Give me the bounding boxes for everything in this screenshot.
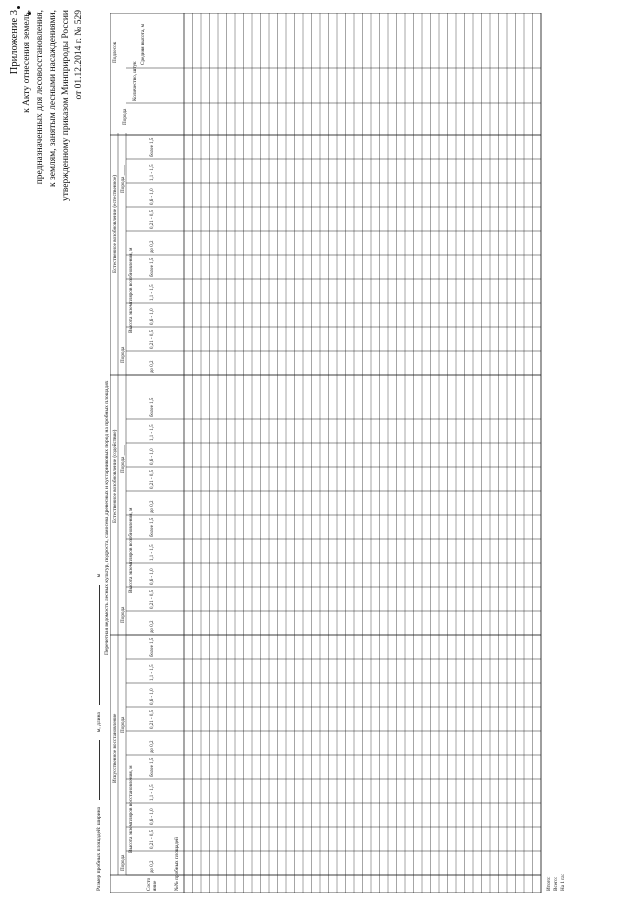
group-undergrowth-header: Подлесок <box>112 41 118 63</box>
height-header: Высота экземпляров возобновления, м <box>128 507 134 593</box>
height-range-cell: более 1,5 <box>150 137 155 157</box>
height-range-cell: 1,1 - 1,5 <box>150 664 155 681</box>
breed-header: Порода ____ <box>120 165 126 193</box>
table-grid-lines <box>110 13 630 893</box>
height-range-cell: 0,21 - 0,5 <box>150 469 155 489</box>
height-range-cell: до 0,2 <box>150 860 155 873</box>
plot-size-label: Размер пробных площадей: ширина <box>96 806 102 891</box>
height-range-cell: 0,21 - 0,5 <box>150 709 155 729</box>
plot-size-unit2: м <box>96 573 102 578</box>
height-range-cell: 1,1 - 1,5 <box>150 284 155 301</box>
plot-size-line <box>96 568 102 891</box>
footer-total: Итого: <box>546 876 552 891</box>
height-range-cell: 0,6 - 1,0 <box>150 188 155 205</box>
height-range-cell: 1,1 - 1,5 <box>150 784 155 801</box>
height-range-cell: до 0,2 <box>150 740 155 753</box>
height-range-cell: 0,21 - 0,5 <box>150 329 155 349</box>
height-range-cell: 1,1 - 1,5 <box>150 544 155 561</box>
height-range-cell: до 0,2 <box>150 240 155 253</box>
height-header: Высота экземпляров восстановления, м <box>128 765 134 853</box>
height-range-cell: 0,21 - 0,5 <box>150 589 155 609</box>
height-range-cell: до 0,2 <box>150 620 155 633</box>
breed-header: Порода <box>120 346 126 363</box>
footer-all: Всего: <box>553 876 559 891</box>
height-range-cell: более 1,5 <box>150 257 155 277</box>
height-range-cell: до 0,2 <box>150 360 155 373</box>
height-header: Высота экземпляров возобновления, м <box>128 247 134 333</box>
appendix-note <box>8 10 86 330</box>
height-range-cell: более 1,5 <box>150 517 155 537</box>
group-artificial-header: Искусственное восстановление <box>112 713 118 783</box>
breed-header: Порода <box>120 854 126 871</box>
appendix-line: Приложение 3 <box>9 10 20 75</box>
col-plot-header: №№ пробных площадей <box>174 837 180 891</box>
col-state-header: Состо яние <box>146 877 158 891</box>
height-range-cell: 0,21 - 0,5 <box>150 829 155 849</box>
table-title: Перечетная ведомость лесных культур, подроста, самосева древесных и кустарниковых пород на пробных площадях <box>104 380 110 655</box>
plot-size-unit1: м, длина <box>96 712 102 733</box>
height-range-cell: до 0,2 <box>150 500 155 513</box>
height-range-cell: более 1,5 <box>150 757 155 777</box>
height-range-cell: более 1,5 <box>150 637 155 657</box>
height-range-cell: 0,6 - 1,0 <box>150 688 155 705</box>
height-range-cell: более 1,5 <box>150 397 155 417</box>
undergrowth-count: Количество, штук <box>132 61 138 101</box>
undergrowth-height: Средняя высота, м <box>140 23 146 65</box>
appendix-line: к Акту отнесения земель, <box>22 10 32 113</box>
appendix-line: к землям, занятым лесными насаждениями, <box>48 10 58 188</box>
appendix-line: предназначенных для лесовосстановления, <box>35 10 45 185</box>
footer-per-ha: На 1 га: <box>560 873 566 891</box>
appendix-line: утвержденному приказом Минприроды России <box>61 10 71 202</box>
group-natural-assisted-header: Естественное возобновление (содействие) <box>112 429 118 523</box>
undergrowth-breed: Порода <box>122 108 128 125</box>
height-range-cell: 0,6 - 1,0 <box>150 308 155 325</box>
height-range-cell: 0,6 - 1,0 <box>150 808 155 825</box>
height-range-cell: 0,6 - 1,0 <box>150 568 155 585</box>
breed-header: Порода ____ <box>120 445 126 473</box>
height-range-cell: 1,1 - 1,5 <box>150 424 155 441</box>
breed-header: Порода <box>120 606 126 623</box>
tally-table <box>110 13 630 893</box>
height-range-cell: 0,21 - 0,5 <box>150 209 155 229</box>
height-range-cell: 0,6 - 1,0 <box>150 448 155 465</box>
breed-header: Порода <box>120 716 126 733</box>
group-natural-header: Естественное возобновление (естественное) <box>112 174 118 273</box>
appendix-line: от 01.12.2014 г. № 529 <box>74 10 84 100</box>
height-range-cell: 1,1 - 1,5 <box>150 164 155 181</box>
